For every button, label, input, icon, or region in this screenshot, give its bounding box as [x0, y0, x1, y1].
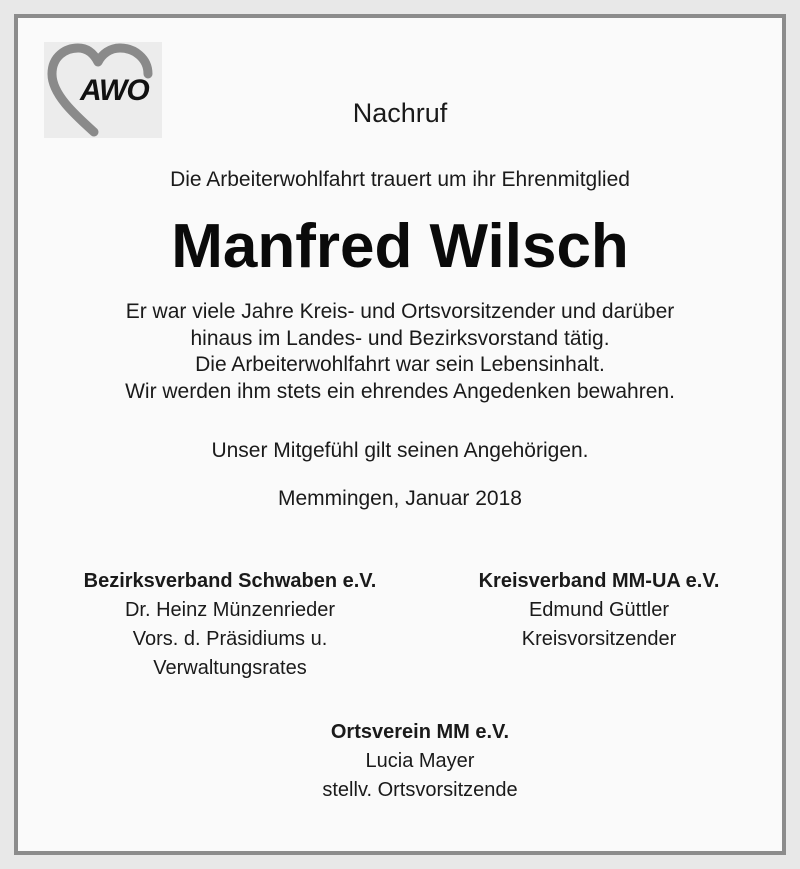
- signer-org: Kreisverband MM-UA e.V.: [478, 570, 720, 592]
- intro-line: Die Arbeiterwohlfahrt trauert um ihr Ehrenmitglied: [170, 168, 630, 191]
- signer-line: Kreisvorsitzender: [521, 628, 677, 650]
- tribute-line: hinaus im Landes- und Bezirksvorstand tätig.: [190, 326, 610, 350]
- signer-line: Lucia Mayer: [365, 750, 475, 772]
- place-date: Memmingen, Januar 2018: [278, 487, 522, 510]
- signer-district-association: [40, 567, 420, 683]
- signer-org: Bezirksverband Schwaben e.V.: [83, 570, 377, 592]
- signer-line: Verwaltungsrates: [153, 657, 307, 679]
- logo-text: AWO: [80, 74, 149, 107]
- signer-line: stellv. Ortsvorsitzende: [322, 779, 518, 801]
- condolence-line: Unser Mitgefühl gilt seinen Angehörigen.: [211, 439, 589, 462]
- tribute-text: [0, 299, 800, 405]
- signer-line: Edmund Güttler: [528, 599, 670, 621]
- signer-org: Ortsverein MM e.V.: [330, 721, 510, 743]
- tribute-line: Wir werden ihm stets ein ehrendes Angedenken bewahren.: [125, 379, 675, 403]
- page-title: Nachruf: [352, 98, 448, 128]
- signer-line: Vors. d. Präsidiums u.: [132, 628, 328, 650]
- tribute-line: Die Arbeiterwohlfahrt war sein Lebensinhalt.: [195, 353, 605, 376]
- signer-line: Dr. Heinz Münzenrieder: [124, 599, 336, 621]
- signer-county-association: [408, 567, 790, 654]
- signer-local-association: [220, 718, 620, 805]
- deceased-name: Manfred Wilsch: [171, 212, 629, 281]
- tribute-line: Er war viele Jahre Kreis- und Ortsvorsitzender und darüber: [125, 300, 675, 323]
